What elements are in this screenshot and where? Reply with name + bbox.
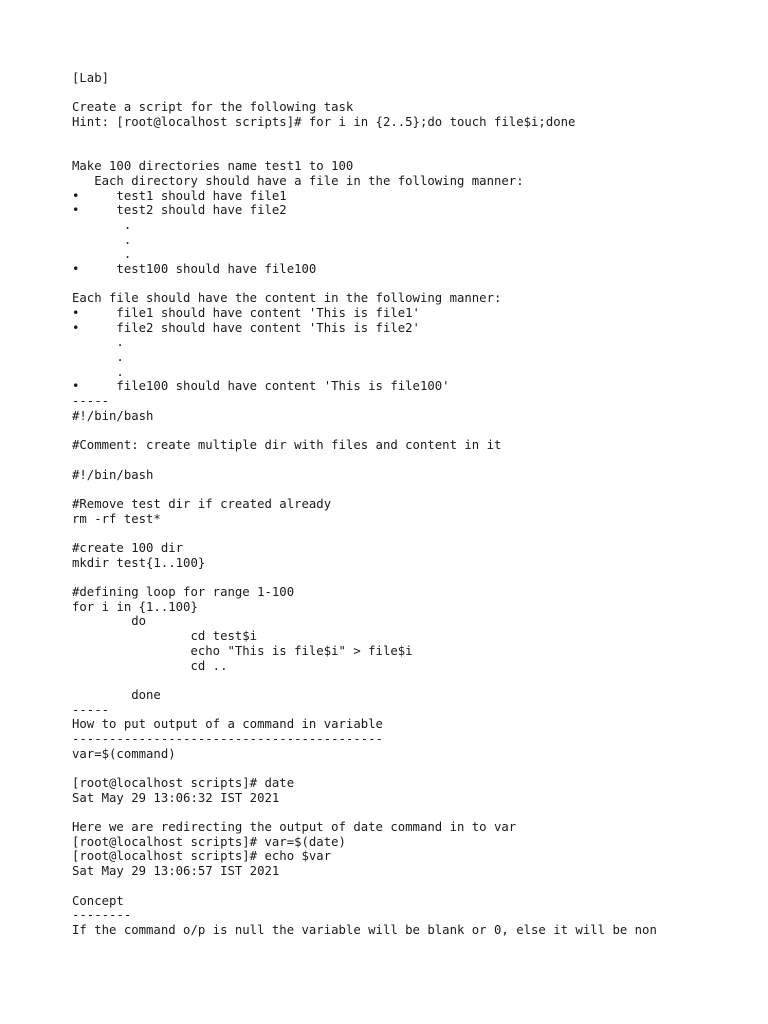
bullet-item: • file100 should have content 'This is file100' (72, 379, 450, 394)
blank-line (72, 879, 752, 894)
blank-line (72, 453, 752, 468)
lab-heading: [Lab] (72, 71, 110, 85)
blank-line (72, 86, 752, 101)
bullet-item: • file2 should have content 'This is file2' (72, 320, 420, 335)
code-line: #defining loop for range 1-100 (72, 585, 295, 600)
text-line: Here we are redirecting the output of date command in to var (72, 820, 517, 835)
document-text (72, 71, 752, 938)
text-line: Each directory should have a file in the following manner: (72, 173, 524, 188)
blank-line (72, 526, 752, 541)
code-line: cd test$i (72, 629, 258, 644)
blank-line (72, 144, 752, 159)
blank-line (72, 130, 752, 145)
text-line: Each file should have the content in the following manner: (72, 291, 502, 306)
code-line: cd .. (72, 658, 228, 673)
blank-line (72, 761, 752, 776)
bullet-item: • test1 should have file1 (72, 188, 287, 203)
ellipsis-dot: . (72, 232, 132, 247)
section-heading: Concept (72, 893, 124, 908)
text-line: If the command o/p is null the variable will be blank or 0, else it will be non (72, 922, 657, 937)
bullet-item: • test2 should have file2 (72, 203, 287, 218)
terminal-output: Sat May 29 13:06:57 IST 2021 (72, 864, 280, 879)
blank-line (72, 482, 752, 497)
bullet-item: • file1 should have content 'This is file1' (72, 306, 420, 320)
code-line: #create 100 dir (72, 541, 184, 555)
separator-line: ----- (72, 394, 110, 409)
code-line: var=$(command) (72, 746, 176, 761)
code-line: #!/bin/bash (72, 467, 154, 482)
terminal-output: Sat May 29 13:06:32 IST 2021 (72, 790, 280, 805)
code-line: for i in {1..100} (72, 599, 198, 614)
bullet-item: • test100 should have file100 (72, 261, 317, 276)
ellipsis-dot: . (72, 247, 132, 262)
terminal-line: [root@localhost scripts]# echo $var (72, 849, 332, 864)
blank-line (72, 424, 752, 439)
separator-line: ------------------------------------------ (72, 731, 383, 746)
code-line: echo "This is file$i" > file$i (72, 643, 413, 658)
ellipsis-dot: . (72, 335, 124, 350)
task-line: Create a script for the following task (72, 100, 354, 115)
section-heading: How to put output of a command in variable (72, 717, 383, 732)
terminal-line: [root@localhost scripts]# var=$(date) (72, 834, 346, 849)
code-line: mkdir test{1..100} (72, 555, 206, 570)
code-line: do (72, 614, 147, 629)
blank-line (72, 673, 752, 688)
blank-line (72, 805, 752, 820)
separator-line: ----- (72, 702, 110, 717)
terminal-line: [root@localhost scripts]# date (72, 776, 295, 790)
code-line: done (72, 687, 161, 702)
code-line: #Remove test dir if created already (72, 496, 332, 511)
ellipsis-dot: . (72, 364, 124, 379)
code-line: rm -rf test* (72, 511, 161, 526)
separator-line: -------- (72, 908, 132, 923)
ellipsis-dot: . (72, 217, 132, 232)
blank-line (72, 277, 752, 292)
text-line: Make 100 directories name test1 to 100 (72, 159, 354, 174)
blank-line (72, 570, 752, 585)
hint-line: Hint: [root@localhost scripts]# for i in {2..5};do touch file$i;done (72, 115, 576, 130)
ellipsis-dot: . (72, 350, 124, 365)
code-line: #Comment: create multiple dir with files and content in it (72, 438, 502, 453)
code-line: #!/bin/bash (72, 408, 154, 423)
